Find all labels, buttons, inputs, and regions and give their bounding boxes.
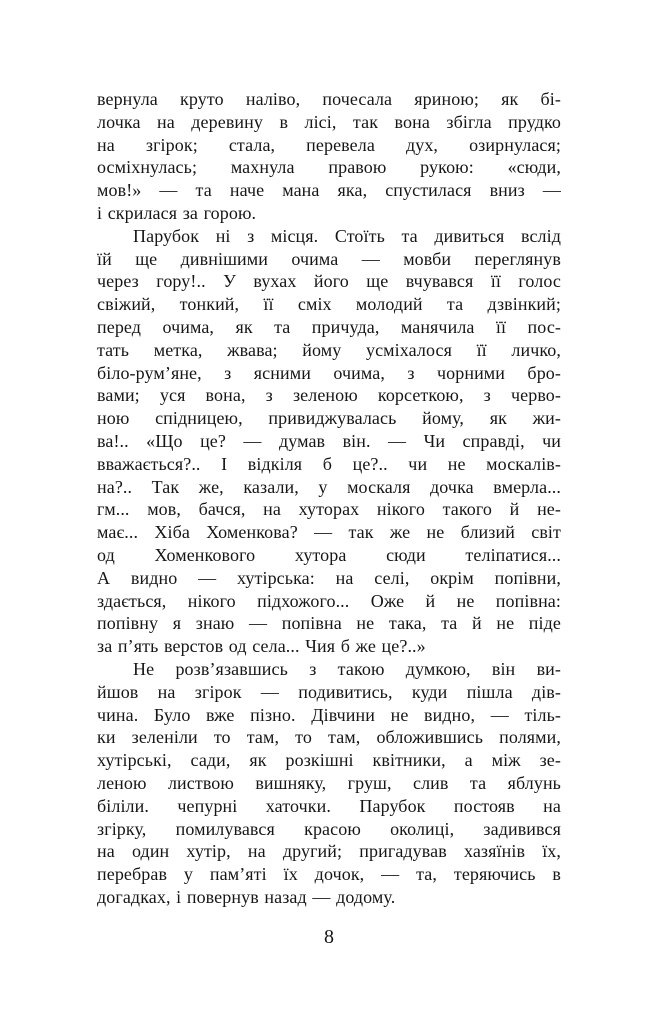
- text-line: осміхнулась; махнула правою рукою: «сюди,: [97, 157, 561, 178]
- text-line: Парубок ні з місця. Стоїть та дивиться вслід: [133, 225, 561, 246]
- text-line: ки зеленіли то там, то там, обложившись полями,: [97, 727, 561, 748]
- text-line: чина. Було вже пізно. Дівчини не видно, — тіль-: [97, 704, 561, 725]
- text-line: Не розв’язавшись з такою думкою, він ви-: [133, 658, 561, 679]
- text-line: на один хутір, на другий; пригадував хазяїнів їх,: [97, 841, 561, 862]
- text-line: йшов на згірок — подивитись, куди пішла дів-: [97, 681, 561, 702]
- text-line: мов!» — та наче мана яка, спустилася вниз —: [97, 180, 561, 201]
- text-line: через гору!.. У вухах його ще вчувався її голос: [97, 271, 561, 292]
- text-line: вважається?.. І відкіля б це?.. чи не москалів-: [97, 453, 561, 474]
- text-line: за п’ять верстов од села... Чия б же це?..»: [97, 636, 426, 657]
- text-line: попівну я знаю — попівна не така, та й не піде: [97, 613, 561, 634]
- text-line: гм... мов, бачся, на хуторах нікого такого й не-: [97, 499, 561, 520]
- text-line: і скрилася за горою.: [97, 202, 257, 223]
- text-line: на згірок; стала, перевела дух, озирнулася;: [97, 134, 561, 155]
- text-line: тать метка, жвава; йому усміхалося її личко,: [97, 339, 561, 360]
- text-line: перебрав у пам’яті їх дочок, — та, теряючись в: [97, 864, 561, 885]
- text-line: має... Хіба Хоменкова? — так же не близий світ: [97, 522, 561, 543]
- text-line: ною спідницею, привиджувалась йому, як жи-: [97, 408, 561, 429]
- paragraph-2: [97, 225, 561, 658]
- text-line: А видно — хутірська: на селі, окрім попівни,: [97, 567, 561, 588]
- page-number: 8: [324, 925, 334, 948]
- text-line: лочка на деревину в лісі, так вона збігла прудко: [97, 111, 561, 132]
- paragraph-3: [97, 658, 561, 909]
- text-line: догадках, і повернув назад — додому.: [97, 886, 396, 907]
- text-line: свіжий, тонкий, її сміх молодий та дзвінкий;: [97, 294, 561, 315]
- text-line: вами; уся вона, з зеленою корсеткою, з черво-: [97, 385, 561, 406]
- text-line: згірку, помилувався красою околиці, задивився: [97, 818, 561, 839]
- text-block: [97, 88, 561, 949]
- text-line: ва!.. «Що це? — думав він. — Чи справді, чи: [97, 430, 561, 451]
- text-line: їй ще дивнішими очима — мовби переглянув: [97, 248, 561, 269]
- text-line: на?.. Так же, казали, у москаля дочка вмерла...: [97, 476, 561, 497]
- text-line: леною листвою вишняку, груш, слив та яблунь: [97, 772, 561, 793]
- text-line: од Хоменкового хутора сюди теліпатися...: [97, 544, 561, 565]
- text-line: здається, нікого підхожого... Оже й не попівна:: [97, 590, 561, 611]
- text-line: перед очима, як та причуда, манячила її пос-: [97, 316, 561, 337]
- text-line: хутірські, сади, як розкішні квітники, а між зе-: [97, 750, 561, 771]
- paragraph-1: [97, 88, 561, 225]
- text-line: біло-рум’яне, з ясними очима, з чорними бро-: [97, 362, 561, 383]
- text-line: біліли. чепурні хаточки. Парубок постояв на: [97, 795, 561, 816]
- text-line: вернула круто наліво, почесала яриною; як бі-: [97, 89, 561, 109]
